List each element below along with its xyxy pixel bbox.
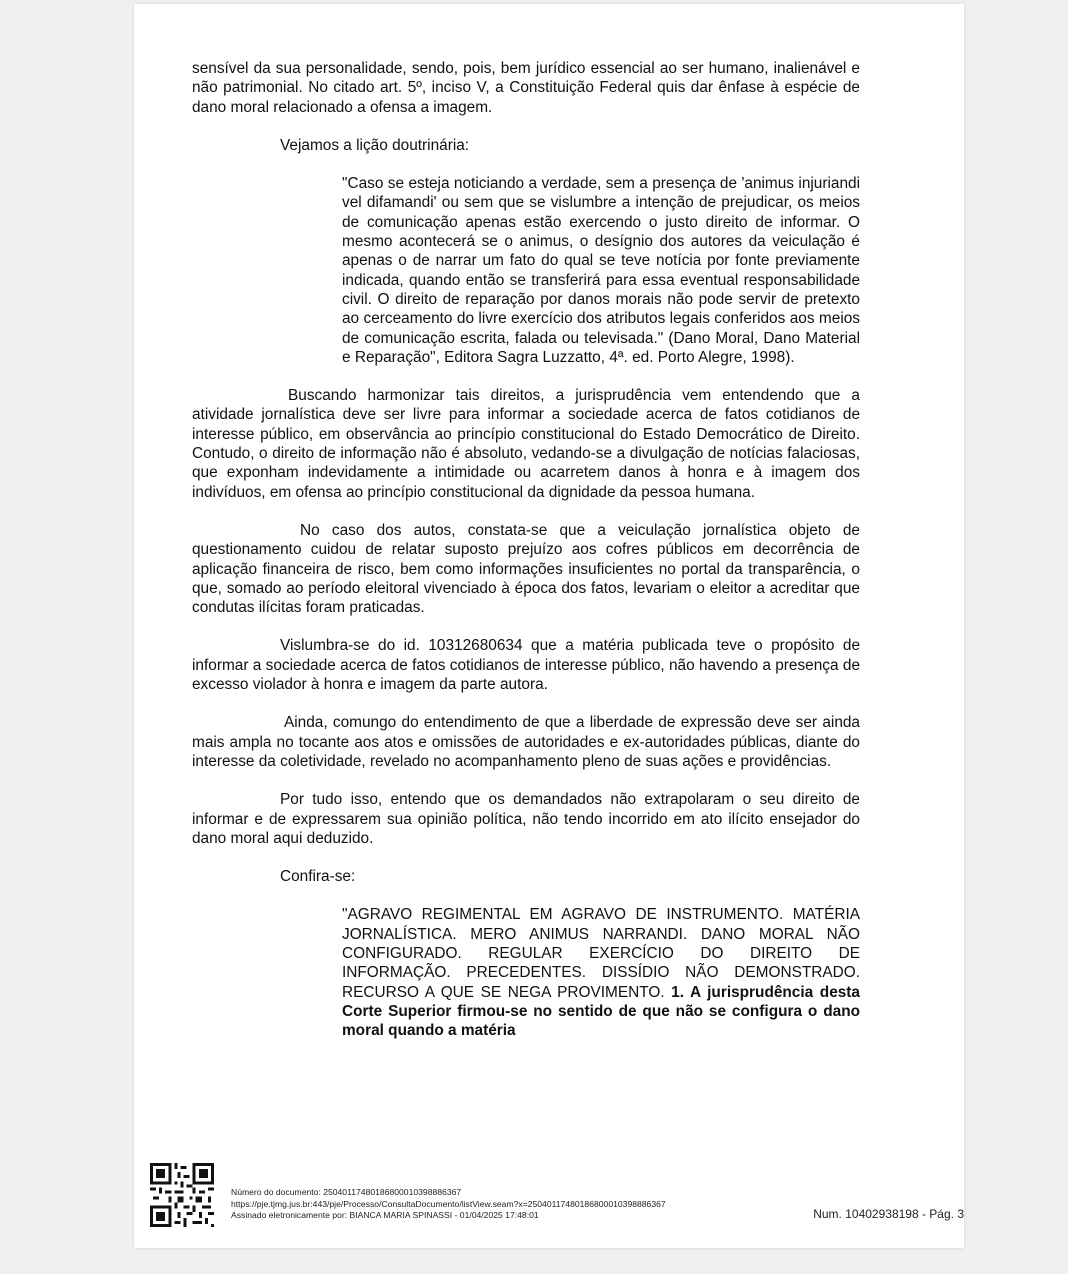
document-url: https://pje.tjmg.jus.br:443/pje/Processo/ConsultaDocumento/listView.seam?x=25040117480186800010398886367 [231, 1198, 666, 1209]
signature-footer [231, 1187, 666, 1222]
jurisprudence-quote-bold: 1. A jurisprudência desta Corte Superior firmou-se no sentido de que não se configura o dano moral quando a matéria [342, 983, 860, 1040]
paragraph-6: Ainda, comungo do entendimento de que a liberdade de expressão deve ser ainda mais ampla no tocante aos atos e omissões de autoridades e ex-autoridades públicas, diante do interesse da coletividade, revelado no acompanhamento pleno de suas ações e providências. [192, 714, 860, 770]
paragraph-7: Por tudo isso, entendo que os demandados não extrapolaram o seu direito de informar e de expressarem sua opinião política, não tendo incorrido em ato ilícito ensejador do dano moral aqui deduzido. [192, 791, 860, 847]
document-body [192, 59, 860, 1040]
document-page [134, 4, 964, 1248]
paragraph-8: Confira-se: [280, 868, 356, 886]
jurisprudence-quote-text: "AGRAVO REGIMENTAL EM AGRAVO DE INSTRUMENTO. MATÉRIA JORNALÍSTICA. MERO ANIMUS NARRANDI. DANO MORAL NÃO CONFIGURADO. REGULAR EXERCÍCIO DO DIREITO DE INFORMAÇÃO. PRECEDENTES. DISSÍDIO NÃO DEMONSTRADO. RECURSO A QUE SE NEGA PROVIMENTO. [342, 906, 860, 1001]
page-number: Num. 10402938198 - Pág. 3 [813, 1207, 964, 1221]
signature-info: Assinado eletronicamente por: BIANCA MARIA SPINASSI - 01/04/2025 17:48:01 [231, 1210, 539, 1220]
paragraph-3: Buscando harmonizar tais direitos, a jurisprudência vem entendendo que a atividade jornalística deve ser livre para informar a sociedade acerca de fatos cotidianos de interesse público, em observância ao princípio constitucional do Estado Democrático de Direito. Contudo, o direito de informação não é absoluto, vedando-se a divulgação de notícias falaciosas, que exponham indevidamente a intimidade ou acarretem danos à honra e à imagem dos indivíduos, em ofensa ao princípio constitucional da dignidade da pessoa humana. [192, 387, 860, 501]
paragraph-1: sensível da sua personalidade, sendo, pois, bem jurídico essencial ao ser humano, inalienável e não patrimonial. No citado art. 5º, inciso V, a Constituição Federal quis dar ênfase à espécie de dano moral relacionado a ofensa a imagem. [192, 60, 860, 116]
paragraph-5: Vislumbra-se do id. 10312680634 que a matéria publicada teve o propósito de informar a sociedade acerca de fatos cotidianos de interesse público, não havendo a presença de excesso violador à honra e imagem da parte autora. [192, 637, 860, 694]
doctrine-quote: "Caso se esteja noticiando a verdade, sem a presença de 'animus injuriandi vel difamandi' ou sem que se vislumbre a intenção de prejudicar, os meios de comunicação apenas estão exercendo o justo direito de informar. O mesmo acontecerá se o animus, o desígnio dos autores da veiculação é apenas o de narrar um fato do qual se teve notícia por fonte previamente indicada, quando então se transferirá para essa eventual responsabilidade civil. O direito de reparação por danos morais não pode servir de pretexto ao cerceamento do livre exercício dos atributos legais conferidos aos meios de comunicação escrita, falada ou televisada." (Dano Moral, Dano Material e Reparação", Editora Sagra Luzzatto, 4ª. ed. Porto Alegre, 1998). [342, 175, 860, 366]
paragraph-4: No caso dos autos, constata-se que a veiculação jornalística objeto de questionamento cuidou de relatar suposto prejuízo aos cofres públicos em decorrência de aplicação financeira de risco, bem como informações insuficientes no portal da transparência, o que, somado ao período eleitoral vivenciado à época dos fatos, levariam o eleitor a acreditar que condutas ilícitas foram praticadas. [192, 521, 860, 617]
paragraph-2: Vejamos a lição doutrinária: [280, 136, 470, 154]
jurisprudence-quote [342, 905, 860, 1040]
document-number: Número do documento: 25040117480186800010398886367 [231, 1187, 462, 1197]
qr-code-icon [150, 1163, 214, 1227]
